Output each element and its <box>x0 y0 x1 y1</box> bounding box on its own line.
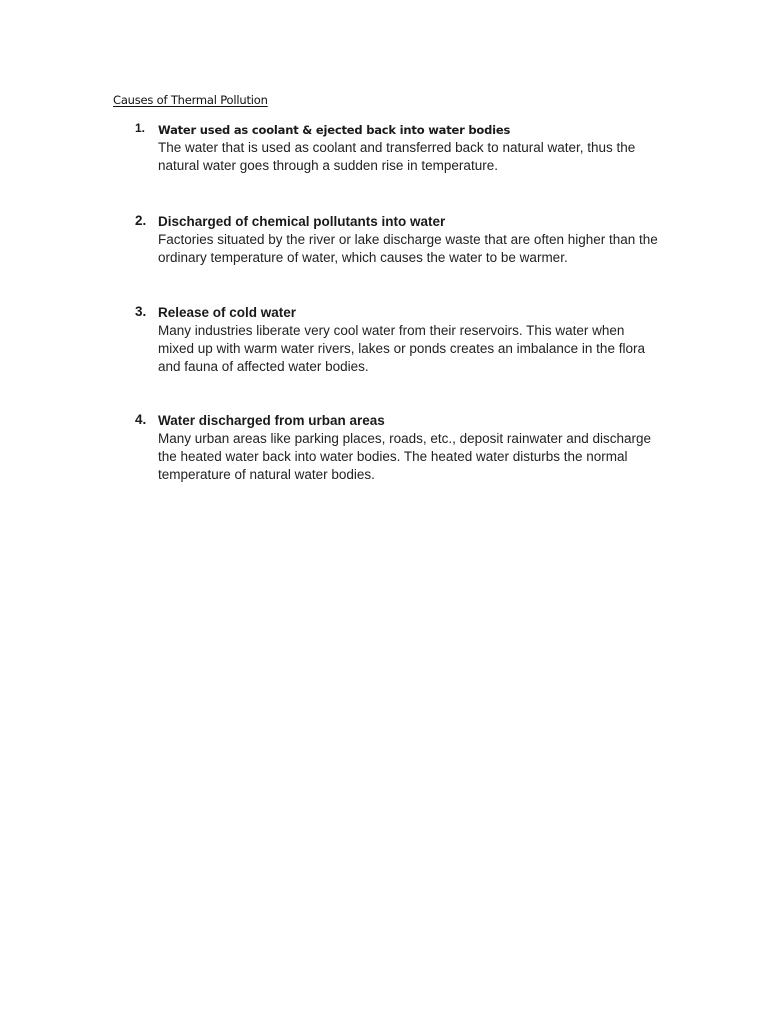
item-content <box>158 213 658 267</box>
item-number: 2. <box>135 213 147 228</box>
item-heading: Release of cold water <box>158 305 297 320</box>
item-body: Factories situated by the river or lake discharge waste that are often higher than the ordinary temperature of water, which causes the water to be warmer. <box>158 232 658 265</box>
item-heading: Discharged of chemical pollutants into water <box>158 214 446 229</box>
item-heading: Water discharged from urban areas <box>158 413 385 428</box>
item-content <box>158 412 658 484</box>
item-content <box>158 121 658 175</box>
item-number: 3. <box>135 304 147 319</box>
item-content <box>158 304 658 376</box>
item-body: The water that is used as coolant and transferred back to natural water, thus the natural water goes through a sudden rise in temperature. <box>158 140 636 173</box>
document-title: Causes of Thermal Pollution <box>113 93 268 107</box>
item-body: Many industries liberate very cool water from their reservoirs. This water when mixed up with warm water rivers, lakes or ponds creates an imbalance in the flora and fauna of affected water bodies. <box>158 323 645 374</box>
item-number: 1. <box>135 121 146 135</box>
item-heading: Water used as coolant & ejected back into water bodies <box>158 123 511 137</box>
item-body: Many urban areas like parking places, roads, etc., deposit rainwater and discharge the heated water back into water bodies. The heated water disturbs the normal temperature of natural water bodies. <box>158 431 652 482</box>
item-number: 4. <box>135 412 147 427</box>
